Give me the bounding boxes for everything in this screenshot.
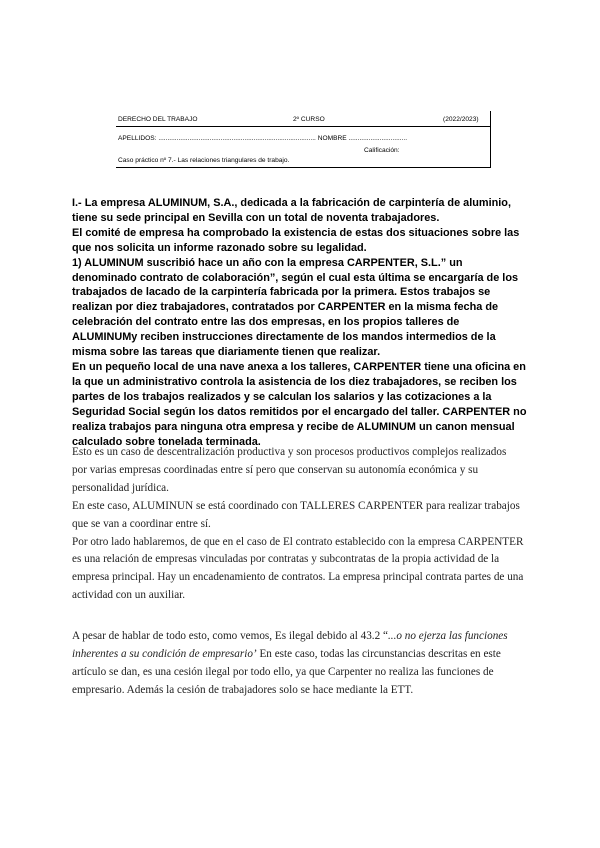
answer-text [72,444,524,605]
conclusion-tail: En este caso, todas las circunstancias descritas en este artículo se dan, es una cesión ilegal por todo ello, ya que Carpenter no realiza las funciones de empresario. Además la cesión de trabajadores solo se hace mediante la ETT. [72,647,501,696]
conclusion-paragraph [72,628,524,700]
statement-paragraph: En un pequeño local de una nave anexa a los talleres, CARPENTER tiene una oficina en la que un administrativo controla la asistencia de los diez trabajadores, se reciben los partes de los trabajos realizados y se calculan los salarios y las cotizaciones a la Seguridad Social según los datos remitidos por el encargado del taller. CARPENTER no realiza trabajos para ninguna otra empresa y recibe de ALUMINUM un canon mensual calculado sobre tonelada terminada. [72,360,527,448]
grade-label: Calificación: [364,147,400,154]
legal-quote: ...o no ejerza las funciones inherentes a su condición de empresario’ [72,630,508,660]
statement-paragraph: El comité de empresa ha comprobado la existencia de estas dos situaciones sobre las que nos solicita un informe razonado sobre su legalidad. [72,226,520,254]
case-statement [72,196,527,449]
answer-paragraph: Esto es un caso de descentralización productiva y son procesos productivos complejos realizados por varias empresas coordinadas entre sí pero que conservan su autonomía económica y su personalidad jurídica. [72,446,507,494]
conclusion-text [72,628,524,700]
header-divider [116,126,490,127]
statement-paragraph: I.- La empresa ALUMINUM, S.A., dedicada a la fabricación de carpintería de aluminio, tiene su sede principal en Sevilla con un total de noventa trabajadores. [72,197,511,224]
conclusion-lead: A pesar de hablar de todo esto, como vemos, Es ilegal debido al 43.2 “ [72,630,388,642]
answer-paragraph: Por otro lado hablaremos, de que en el caso de El contrato establecido con la empresa CARPENTER es una relación de empresas vinculadas por contratas y subcontratas de la propia actividad de la empresa principal. Hay un encadenamiento de contratos. La empresa principal contrata partes de una actividad con un auxiliar. [72,535,524,602]
document-header [116,111,491,168]
subject-label: DERECHO DEL TRABAJO [118,116,198,123]
year-label: (2022/2023) [443,116,479,123]
case-title: Caso práctico nº 7.- Las relaciones triangulares de trabajo. [118,157,290,164]
course-label: 2º CURSO [293,116,325,123]
statement-paragraph: 1) ALUMINUM suscribió hace un año con la empresa CARPENTER, S.L.” un denominado contrato de colaboración”, según el cual esta última se encargaría de los trabajados de lacado de la carpintería fabricada por la primera. Estos trabajos se realizan por diez trabajadores, contratados por CARPENTER en la misma fecha de celebración del contrato entre las dos empresas, en los propios talleres de ALUMINUMy reciben instrucciones directamente de los mandos intermedios de la misma sobre las tareas que diariamente tienen que realizar. [72,256,519,359]
surname-field: APELLIDOS: ...................................................................................... NOMBRE ................................ [118,135,408,142]
answer-paragraph: En este caso, ALUMINUN se está coordinado con TALLERES CARPENTER para realizar trabajos que se van a coordinar entre sí. [72,499,520,530]
